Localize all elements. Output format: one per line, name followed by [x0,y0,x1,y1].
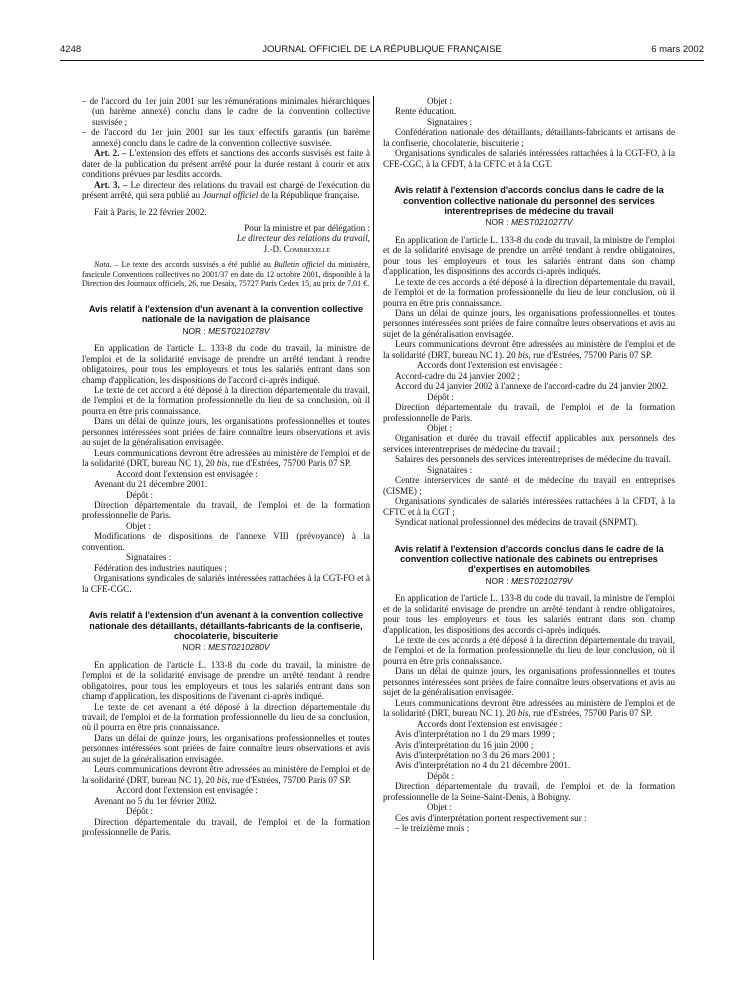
column-divider [373,96,374,960]
signature-line-1: Pour la ministre et par délégation : [244,222,370,233]
paragraph: Leurs communications devront être adressées au ministère de l'emploi et de la solidarité (DRT, bureau NC 1), 20 bis, rue d'Estrées, 75700 Paris 07 SP. [82,764,370,785]
list-item: Avenant no 5 du 1er février 2002. [94,795,217,806]
list-item: Confédération nationale des détaillants, détaillants-fabricants et artisans de la confiserie, chocolaterie, biscuiterie ; [383,127,675,148]
nor-reference: NOR : MEST0210280V [182,642,270,653]
section-label: Accord dont l'extension est envisagée : [116,468,258,479]
article-3-text-b: de la République française. [258,190,360,201]
page-number: 4248 [60,44,82,55]
section-label: Objet : [427,423,453,433]
section-label: Accord dont l'extension est envisagée : [116,785,258,796]
section-label: Dépôt : [427,770,455,781]
paragraph: Dans un délai de quinze jours, les organisations professionnelles et toutes personnes intéressées sont priées de faire connaître leurs observations et avis au sujet de la généralisation envisagée. [383,308,675,339]
list-item: Organisations syndicales de salariés intéressées rattachées à la CGT-FO et à la CFE-CGC. [82,573,370,594]
paragraph: Leurs communications devront être adressées au ministère de l'emploi et de la solidarité (DRT, bureau NC 1). 20 bis, rue d'Estrées, 75700 Paris 07 SP. [383,339,675,360]
section-label: Signataires : [427,116,473,127]
section-label: Signataires : [126,552,172,563]
signature-line-2: Le directeur des relations du travail, [236,233,370,244]
journal-officiel-ref: Journal officiel [202,190,259,201]
paragraph: Dans un délai de quinze jours, les organisations professionnelles et toutes personnes intéressées sont priées de faire connaître leurs observations et avis au sujet de la généralisation envisagée. [82,732,370,764]
issue-date: 6 mars 2002 [651,44,704,55]
list-item: Syndicat national professionnel des médecins de travail (SNPMT). [395,517,638,528]
section-label: Accords dont l'extension est envisagée : [417,360,563,371]
paragraph: En application de l'article L. 133-8 du code du travail, la ministre de l'emploi et de la solidarité envisage de prendre un arrêté tendant à rendre obligatoires, pour tous les employeurs et tous les salariés entrant dans son champ d'application, les dispositions de l'avenant ci-après indiqué. [82,659,370,702]
paragraph: Le texte de cet avenant a été déposé à la direction départementale du travail, de l'emploi et de la formation professionnelle du lieu de sa conclusion, où il pourra en être pris connaissance. [82,701,370,733]
nor-reference: NOR : MEST0210277V [485,217,573,228]
section-label: Objet : [427,802,453,813]
list-item: Organisations syndicales de salariés intéressées rattachées à la CFDT, à la CFTC et à la CGT ; [383,496,675,517]
list-item: Avenant du 21 décembre 2001. [94,479,208,490]
notice-title-plaisance: Avis relatif à l'extension d'un avenant à la convention collective nationale de la navigation de plaisance [88,303,364,325]
signature-date: Fait à Paris, le 22 février 2002. [94,206,207,217]
list-item: Avis d'interprétation no 4 du 21 décembre 2001. [395,760,571,771]
list-item: Direction départementale du travail, de l'emploi et de la formation professionnelle de Paris. [82,816,370,838]
notice-title-confiserie: Avis relatif à l'extension d'un avenant à la convention collective nationale des détaillants, détaillants-fabricants de la confiserie, chocolaterie, biscuiterie [88,610,364,641]
article-3-text-a: Le directeur des relations du travail est chargé de l'exécution du présent arrêté, qui sera publié au [82,179,370,201]
list-item: Rente éducation. [395,106,457,117]
nor-reference: NOR : MEST0210279V [485,575,573,586]
section-label: Objet : [126,520,152,531]
paragraph: Leurs communications devront être adressées au ministère de l'emploi et de la solidarité (DRT, bureau NC 1). 20 bis, rue d'Estrées, 75700 Paris 07 SP. [383,697,675,719]
list-item: Organisation et durée du travail effectif applicables aux personnels des services interentreprises de médecine du travail ; [383,433,675,454]
paragraph: En application de l'article L. 133-8 du code du travail, la ministre de l'emploi et de la solidarité envisage de prendre un arrêté tendant à rendre obligatoires, pour tous les employeurs et tous les salariés entrant dans son champ d'application, les dispositions des accords ci-après indiqués. [383,234,675,277]
paragraph: Leurs communications devront être adressées au ministère de l'emploi et de la solidarité (DRT, bureau NC 1), 20 bis, rue d'Estrées, 75700 Paris 07 SP. [82,447,370,469]
article-3-label: Art. 3. – [94,179,128,190]
list-item: Direction départementale du travail, de l'emploi et de la formation professionnelle de Paris. [82,500,370,521]
section-label: Dépôt : [126,489,154,500]
decree-item-1: – de l'accord du 1er juin 2001 sur les rémunérations minimales hiérarchiques (un barème annexé) conclu dans le cadre de la convention collective susvisée ; [82,96,370,127]
journal-title: JOURNAL OFFICIEL DE LA RÉPUBLIQUE FRANÇAISE [262,44,502,55]
paragraph: Le texte de cet accord a été déposé à la direction départementale du travail, de l'emploi et de la formation professionnelle du lieu de sa conclusion, où il pourra en être pris connaissance. [82,385,370,416]
decree-item-2: – de l'accord du 1er juin 2001 sur les taux effectifs garantis (un barème annexé) conclu dans le cadre de la convention collective susvisée. [82,127,370,148]
signatory-name: J.-D. Combrexelle [263,243,330,254]
list-item: Ces avis d'interprétation portent respectivement sur : [395,812,587,823]
article-3 [82,180,370,201]
section-label: Objet : [427,96,453,106]
article-2-label: Art. 2. – [94,148,127,159]
notice-title-expertises-automobiles: Avis relatif à l'extension d'accords conclus dans le cadre de la convention collective nationale des cabinets ou entreprises d'expertises en automobiles [394,543,664,575]
paragraph: En application de l'article L. 133-8 du code du travail, la ministre de l'emploi et de la solidarité envisage de prendre un arrêté tendant à rendre obligatoires, pour tous les employeurs et tous les salariés entrant dans son champ d'application, les dispositions des accords ci-après indiqués. [383,593,675,635]
list-item: Centre interservices de santé et de médecine du travail en entreprises (CISME) ; [383,475,675,496]
section-label: Dépôt : [126,806,154,817]
list-item: Avis d'interprétation du 16 juin 2000 ; [395,739,534,750]
paragraph: Le texte de ces accords a été déposé à la direction départementale du travail, de l'emploi et de la formation professionnelle du lieu de leur conclusion, où il pourra en être pris connaissance. [383,276,675,308]
list-item: Fédération des industries nautiques ; [94,562,227,573]
page-header [60,44,704,58]
list-item: Organisations syndicales de salariés intéressées rattachées à la CGT-FO, à la CFE-CGC, à la CFDT, à la CFTC et à la CGT. [383,148,675,169]
left-column [82,96,370,837]
section-label: Dépôt : [427,391,455,402]
paragraph: Le texte de ces accords a été déposé à la direction départementale du travail, de l'emploi et de la formation professionnelle du lieu de leur conclusion, où il pourra en être pris connaissance. [383,635,675,666]
list-item: Avis d'interprétation no 3 du 26 mars 2001 ; [395,750,556,760]
list-item: Accord-cadre du 24 janvier 2002 ; [395,370,520,381]
article-2 [82,148,370,179]
section-label: Accords dont l'extension est envisagée : [417,718,563,729]
list-item: Accord du 24 janvier 2002 à l'annexe de l'accord-cadre du 24 janvier 2002. [395,381,669,392]
list-item: Avis d'interprétation no 1 du 29 mars 1999 ; [395,729,556,740]
list-item: Salaires des personnels des services interentreprises de médecine du travail. [395,454,671,465]
list-item: Direction départementale du travail, de l'emploi et de la formation professionnelle de la Seine-Saint-Denis, à Bobigny. [383,781,675,802]
nor-reference: NOR : MEST0210278V [182,325,270,336]
list-item: – le treizième mois ; [395,823,470,834]
paragraph: Dans un délai de quinze jours, les organisations professionnelles et toutes personnes intéressées sont priées de faire connaître leurs observations et avis au sujet de la généralisation envisagée. [82,416,370,448]
header-rule [60,60,704,61]
section-label: Signataires : [427,464,473,475]
list-item: Direction départementale du travail, de l'emploi et de la formation professionnelle de Paris. [383,402,675,423]
list-item: Modifications de dispositions de l'annexe VIII (prévoyance) à la convention. [82,531,370,552]
right-column [383,96,675,834]
article-2-text: L'extension des effets et sanctions des accords susvisés est faite à dater de la publication du présent arrêté pour la durée restant à courir et aux conditions prévues par lesdits accords. [82,148,370,180]
nota-label: Nota. [94,260,112,270]
paragraph: En application de l'article L. 133-8 du code du travail, la ministre de l'emploi et de la solidarité envisage de prendre un arrêté tendant à rendre obligatoires, pour tous les employeurs et tous les salariés entrant dans son champ d'application, les dispositions de l'accord ci-après indiqué. [82,343,370,385]
notice-title-medecine-travail: Avis relatif à l'extension d'accords conclus dans le cadre de la convention collective nationale du personnel des services interentreprises de médecine du travail [394,185,664,216]
nota: Nota. – Le texte des accords susvisés a été publié au Bulletin officiel du ministère, fascicule Conventions collectives no 2001/37 en date du 12 octobre 2001, disponible à la Direction des Journaux officiels, 26, rue Desaix, 75727 Paris Cedex 15, au prix de 7,01 €. [82,260,370,288]
paragraph: Dans un délai de quinze jours, les organisations professionnelles et toutes personnes intéressées sont priées de faire connaître leurs observations et avis au sujet de la généralisation envisagée. [383,666,675,698]
